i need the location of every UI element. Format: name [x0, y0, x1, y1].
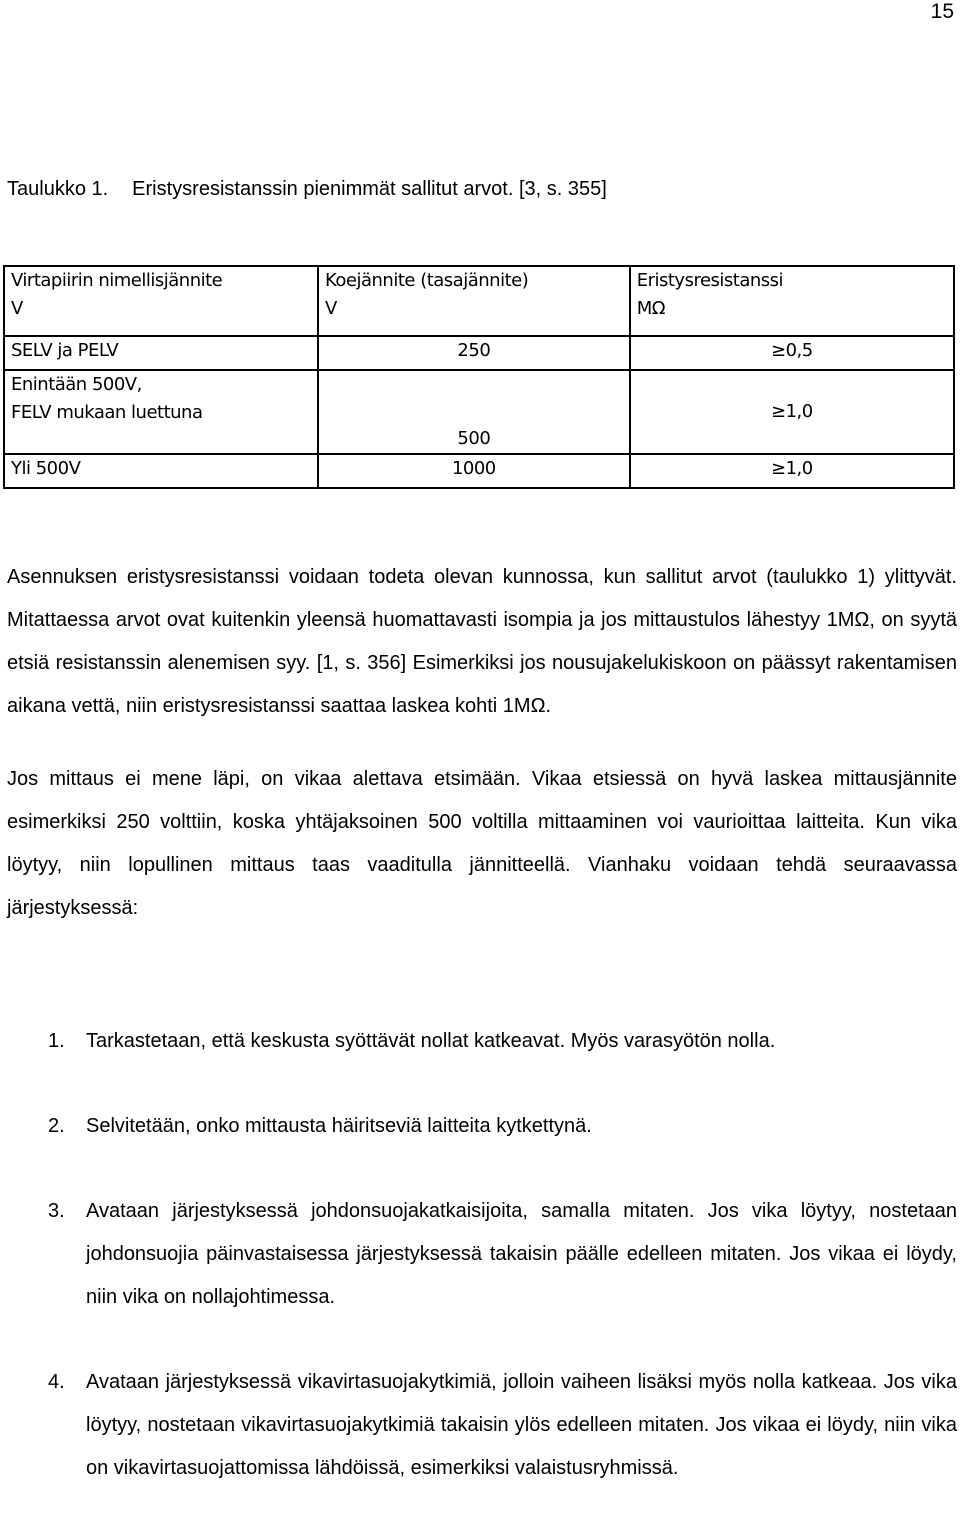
list-item — [0, 1105, 957, 1148]
step-text: Tarkastetaan, että keskusta syöttävät nollat katkeavat. Myös varasyötön nolla. — [86, 1030, 776, 1052]
greater-equal-sign — [771, 401, 786, 422]
list-item — [0, 1020, 957, 1063]
troubleshooting-steps — [0, 1020, 957, 1490]
table-row — [4, 370, 954, 454]
list-item — [0, 1190, 957, 1319]
step-number: 3. — [48, 1200, 65, 1222]
cell-resistance: ≥ 1,0 — [630, 370, 954, 454]
paragraph: Jos mittaus ei mene läpi, on vikaa alettava etsimään. Vikaa etsiessä on hyvä laskea mittausjännite esimerkiksi 250 volttiin, koska yhtäjaksoinen 500 voltilla mittaaminen voi vaurioittaa laitteita. Kun vika löytyy, niin lopullinen mittaus taas vaaditulla jännitteellä. Vianhaku voidaan tehdä seuraavassa järjestyksessä: — [7, 768, 957, 919]
table-header-row — [4, 266, 954, 336]
step-text: Avataan järjestyksessä vikavirtasuojakytkimiä, jolloin vaiheen lisäksi myös nolla katkeaa. Jos vika löytyy, nostetaan vikavirtasuojakytkimiä takaisin ylös edelleen mitaten. Jos vikaa ei löydy, niin vika on vikavirtasuojattomissa lähdöissä, esimerkiksi valaistusryhmissä. — [86, 1371, 957, 1479]
step-text: Selvitetään, onko mittausta häiritseviä laitteita kytkettynä. — [86, 1115, 592, 1137]
cell-circuit: Enintään 500V, FELV mukaan luettuna — [4, 370, 318, 454]
page-number: 15 — [930, 0, 954, 23]
cell-resistance: ≥ 0,5 — [630, 336, 954, 370]
list-item — [0, 1361, 957, 1490]
greater-equal-sign — [771, 458, 786, 479]
paragraph: Asennuksen eristysresistanssi voidaan todeta olevan kunnossa, kun sallitut arvot (taulukko 1) ylittyvät. Mitattaessa arvot ovat kuitenkin yleensä huomattavasti isompia ja jos mittaustulos lähestyy 1MΩ, on syytä etsiä resistanssin alenemisen syy. [1, s. 356] Esimerkiksi jos nousujakelukiskoon on päässyt rakentamisen aikana vettä, niin eristysresistanssi saattaa laskea kohti 1MΩ. — [7, 566, 957, 717]
cell-circuit: SELV ja PELV — [4, 336, 318, 370]
cell-test-voltage: 500 — [318, 370, 630, 454]
table-row — [4, 336, 954, 370]
header-test-voltage: Koejännite (tasajännite) V — [318, 266, 630, 336]
header-insulation-resistance: Eristysresistanssi MΩ — [630, 266, 954, 336]
step-number: 1. — [48, 1030, 65, 1052]
step-number: 4. — [48, 1371, 65, 1393]
cell-resistance: ≥ 1,0 — [630, 454, 954, 488]
cell-circuit: Yli 500V — [4, 454, 318, 488]
table-caption — [7, 178, 607, 201]
greater-equal-sign — [771, 340, 786, 361]
step-number: 2. — [48, 1115, 65, 1137]
cell-test-voltage: 1000 — [318, 454, 630, 488]
step-text: Avataan järjestyksessä johdonsuojakatkaisijoita, samalla mitaten. Jos vika löytyy, nostetaan johdonsuojia päinvastaisessa järjestyksessä takaisin päälle edelleen mitaten. Jos vikaa ei löydy, niin vika on nollajohtimessa. — [86, 1200, 957, 1308]
header-circuit-voltage: Virtapiirin nimellisjännite V — [4, 266, 318, 336]
caption-text: Eristysresistanssin pienimmät sallitut arvot. [3, s. 355] — [132, 178, 607, 200]
caption-label: Taulukko 1. — [7, 178, 109, 200]
body-text — [7, 556, 957, 930]
cell-test-voltage: 250 — [318, 336, 630, 370]
table-row — [4, 454, 954, 488]
insulation-resistance-table — [3, 265, 955, 489]
